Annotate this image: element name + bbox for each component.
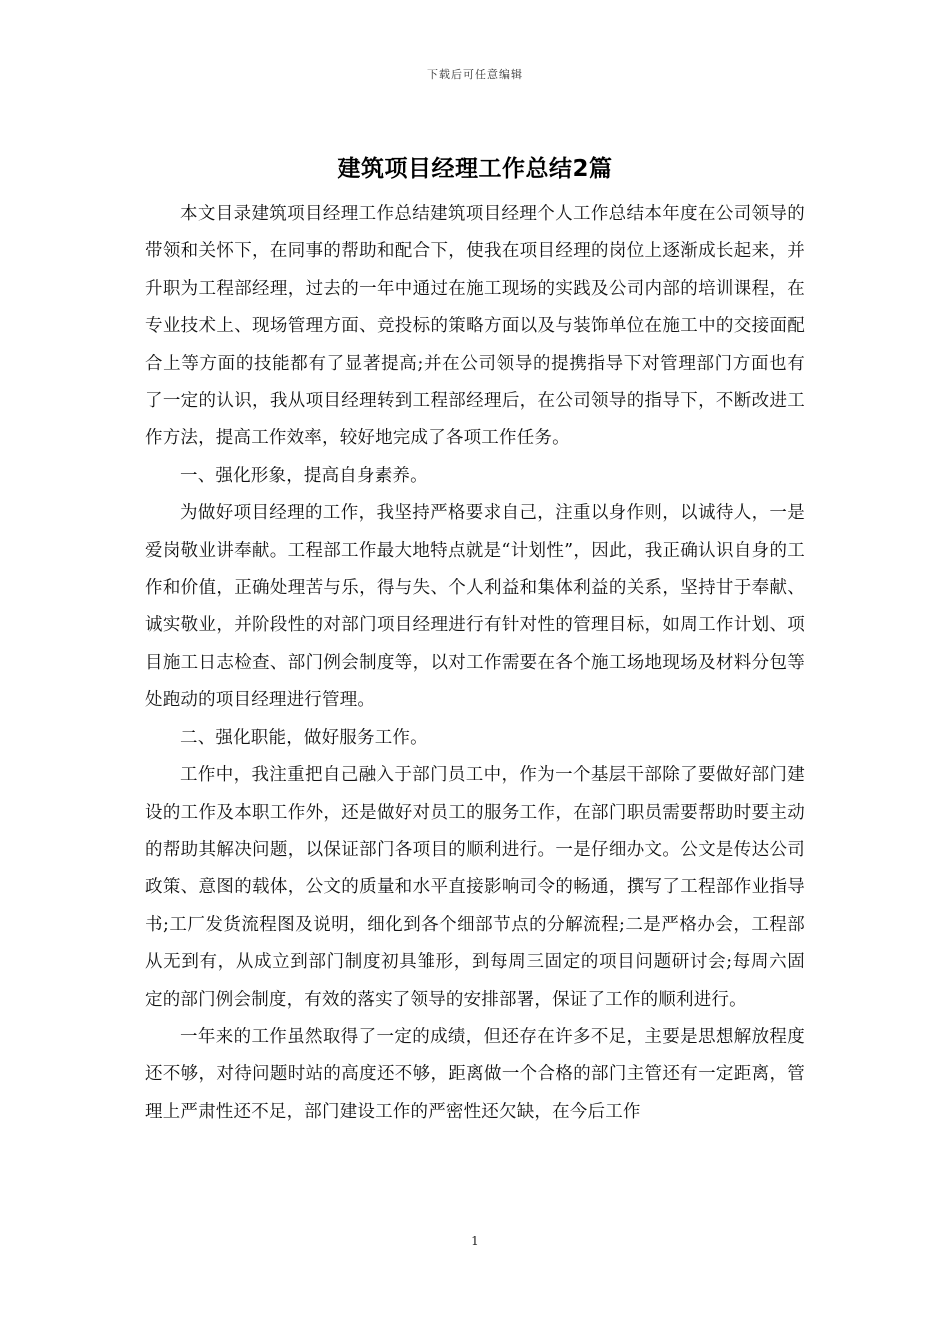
section-heading-1: 一、强化形象，提高自身素养。 [180,465,428,486]
document-body [145,196,805,1131]
page-number: 1 [471,1234,479,1248]
document-title: 建筑项目经理工作总结2篇 [337,156,613,182]
paragraph-conclusion: 一年来的工作虽然取得了一定的成绩，但还存在许多不足，主要是思想解放程度还不够，对待问题时站的高度还不够，距离做一个合格的部门主管还有一定距离，管理上严肃性还不足，部门建设工作的严密性还欠缺，在今后工作 [145,1026,805,1122]
paragraph-intro: 本文目录建筑项目经理工作总结建筑项目经理个人工作总结本年度在公司领导的带领和关怀下，在同事的帮助和配合下，使我在项目经理的岗位上逐渐成长起来，并升职为工程部经理，过去的一年中通过在施工现场的实践及公司内部的培训课程，在专业技术上、现场管理方面、竞投标的策略方面以及与装饰单位在施工中的交接面配合上等方面的技能都有了显著提高;并在公司领导的提携指导下对管理部门方面也有了一定的认识，我从项目经理转到工程部经理后，在公司领导的指导下，不断改进工作方法，提高工作效率，较好地完成了各项工作任务。 [145,204,805,449]
page-header-note: 下载后可任意编辑 [427,68,523,81]
section-heading-2: 二、强化职能，做好服务工作。 [180,727,428,748]
paragraph-section-2: 工作中，我注重把自己融入于部门员工中，作为一个基层干部除了要做好部门建设的工作及本职工作外，还是做好对员工的服务工作，在部门职员需要帮助时要主动的帮助其解决问题，以保证部门各项目的顺利进行。一是仔细办文。公文是传达公司政策、意图的载体，公文的质量和水平直接影响司令的畅通，撰写了工程部作业指导书;工厂发货流程图及说明，细化到各个细部节点的分解流程;二是严格办会，工程部从无到有，从成立到部门制度初具雏形，到每周三固定的项目问题研讨会;每周六固定的部门例会制度，有效的落实了领导的安排部署，保证了工作的顺利进行。 [145,765,805,1010]
paragraph-section-1: 为做好项目经理的工作，我坚持严格要求自己，注重以身作则，以诚待人，一是爱岗敬业讲奉献。工程部工作最大地特点就是“计划性”，因此，我正确认识自身的工作和价值，正确处理苦与乐，得与失、个人利益和集体利益的关系，坚持甘于奉献、诚实敬业，并阶段性的对部门项目经理进行有针对性的管理目标，如周工作计划、项目施工日志检查、部门例会制度等，以对工作需要在各个施工场地现场及材料分包等处跑动的项目经理进行管理。 [145,503,805,711]
